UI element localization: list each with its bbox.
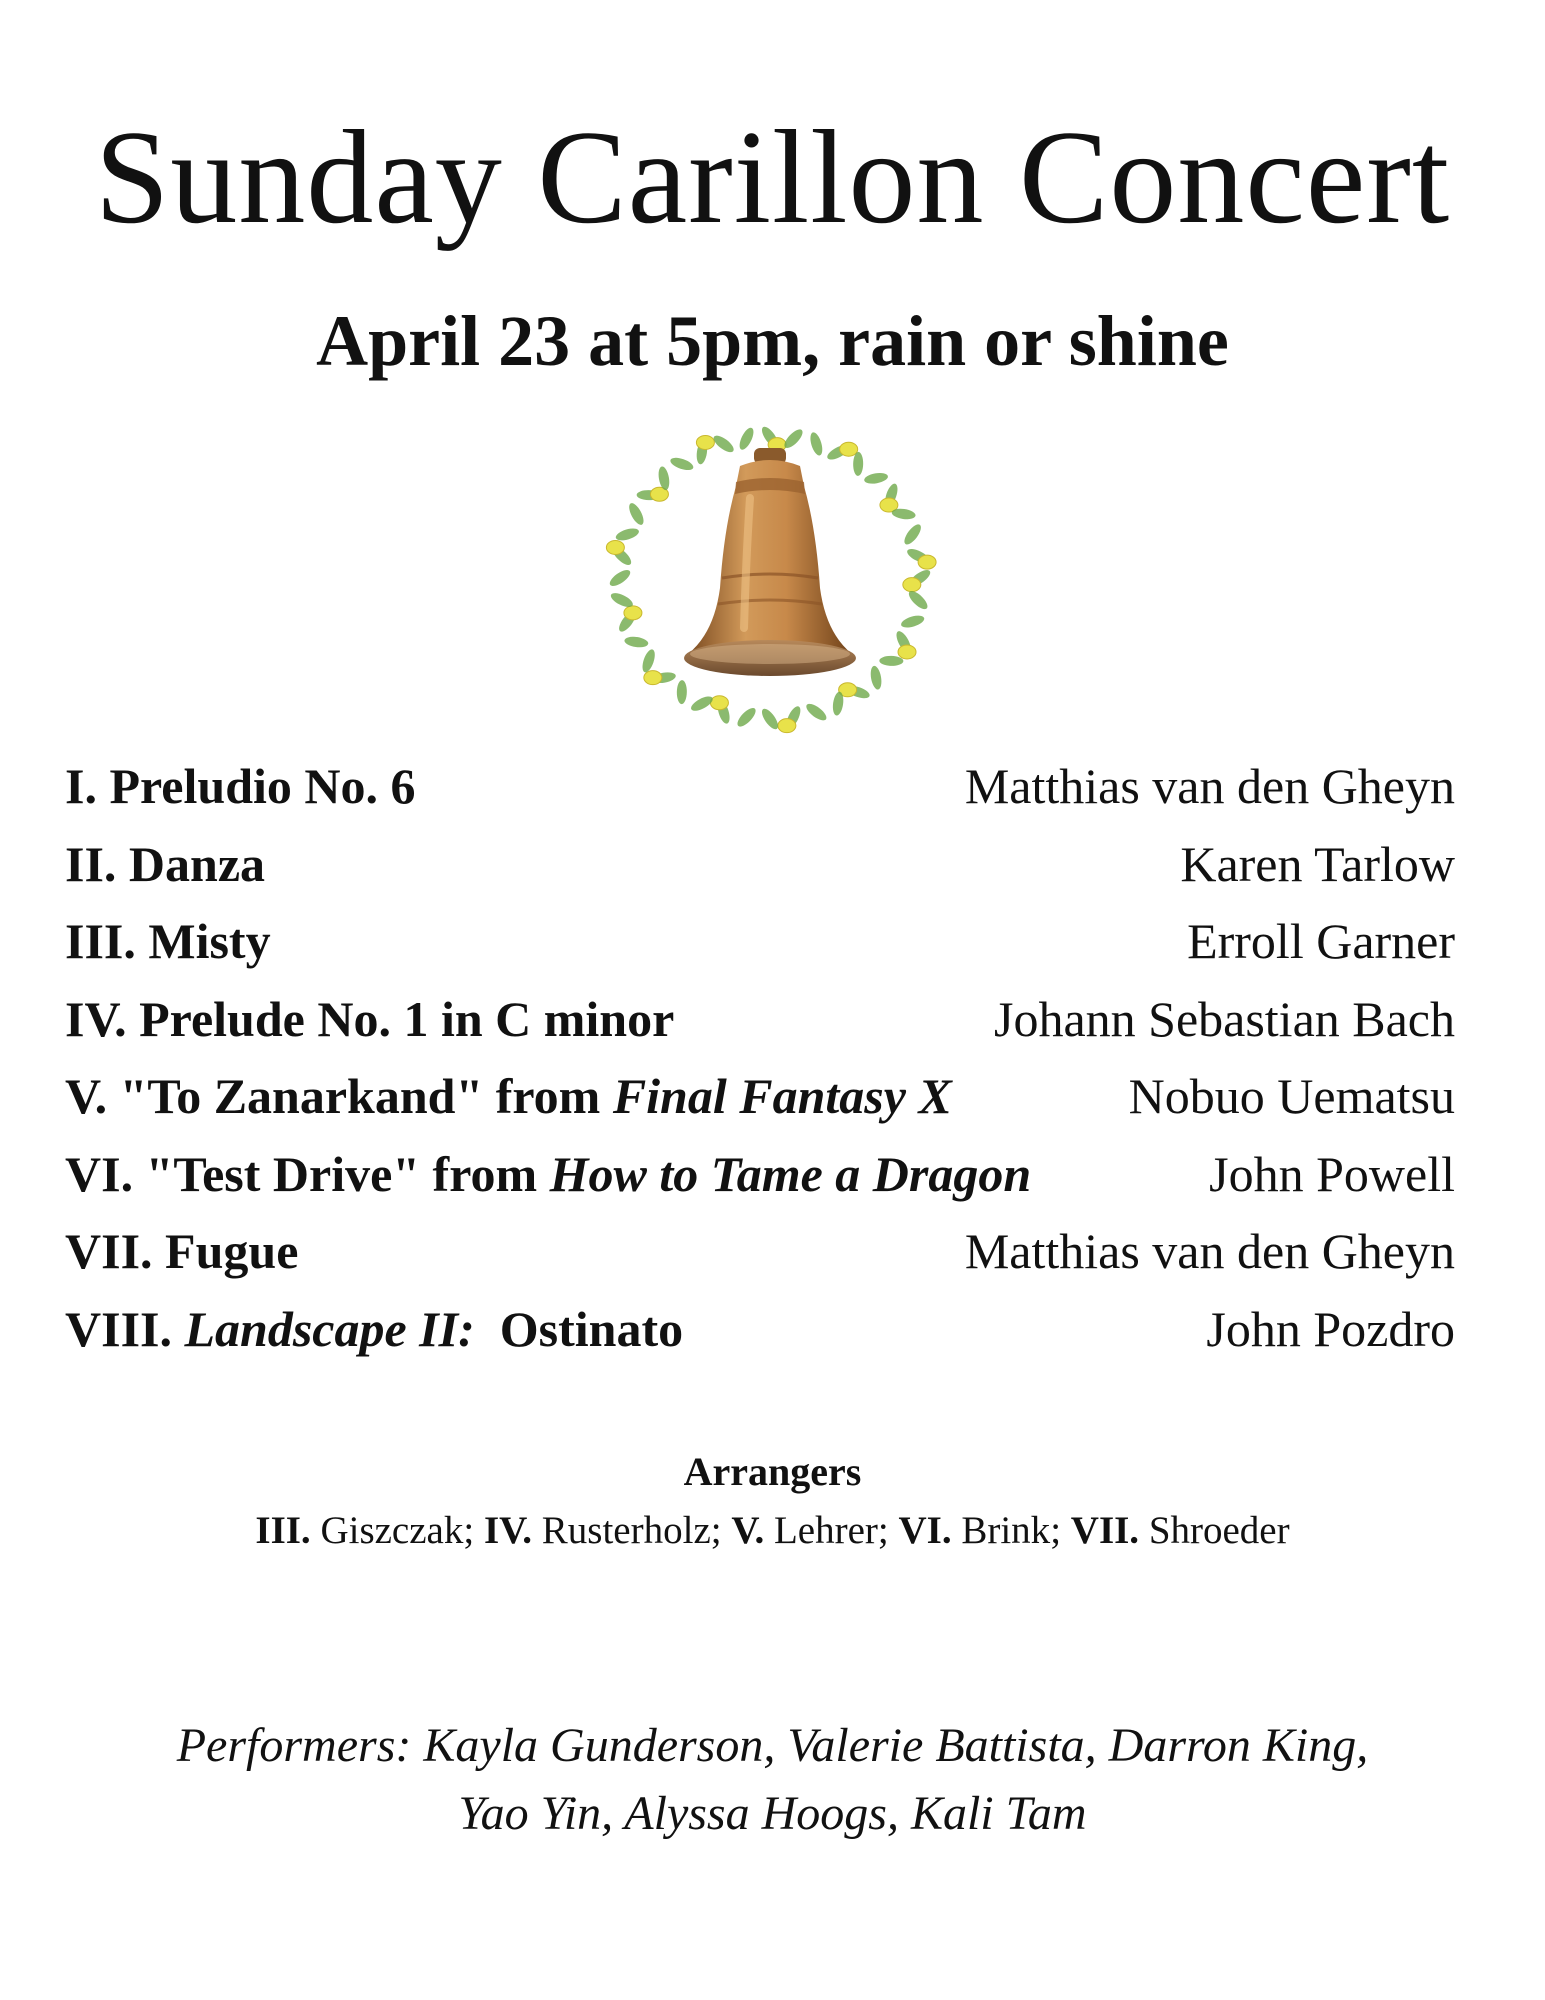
program-row <box>65 748 1455 826</box>
leaf-icon <box>614 526 640 543</box>
arranger-number: IV. <box>483 1509 533 1552</box>
lemon-icon <box>778 719 796 733</box>
leaf-icon <box>759 706 781 731</box>
arranger-number: VII. <box>1070 1509 1140 1552</box>
composer-name: John Powell <box>1209 1145 1455 1202</box>
lemon-icon <box>840 442 858 456</box>
piece-title: VI. "Test Drive" from How to Tame a Dragon <box>65 1145 1032 1202</box>
leaf-icon <box>711 433 736 455</box>
program-row <box>65 1213 1455 1291</box>
composer-name: Johann Sebastian Bach <box>993 990 1455 1047</box>
lemon-icon <box>710 696 728 710</box>
leaf-icon <box>640 648 657 674</box>
performers-credit <box>0 1712 1545 1848</box>
piece-title: IV. Prelude No. 1 in C minor <box>65 990 675 1047</box>
program-row <box>65 1058 1455 1136</box>
program-row <box>65 903 1455 981</box>
composer-name: Nobuo Uematsu <box>1128 1068 1455 1124</box>
arranger-number: VI. <box>898 1509 952 1552</box>
leaf-icon <box>677 680 687 704</box>
lemon-icon <box>898 645 916 659</box>
composer-name: Matthias van den Gheyn <box>964 758 1455 814</box>
piece-title: VII. Fugue <box>65 1223 299 1279</box>
program-row <box>65 826 1455 904</box>
leaf-icon <box>906 588 930 612</box>
leaf-icon <box>735 705 759 729</box>
leaf-icon <box>863 471 888 485</box>
arrangers-heading: Arrangers <box>683 1449 862 1494</box>
concert-title: Sunday Carillon Concert <box>94 103 1451 251</box>
leaf-icon <box>900 613 926 630</box>
program-list <box>65 748 1455 1368</box>
arranger-name: Shroeder <box>1148 1509 1290 1552</box>
lemon-icon <box>903 578 921 592</box>
lemon-icon <box>918 555 936 569</box>
leaf-icon <box>901 522 923 547</box>
composer-name: Erroll Garner <box>1187 913 1455 969</box>
program-row <box>65 1136 1455 1214</box>
arrangers-list: III. Giszczak; IV. Rusterholz; V. Lehrer; VI. Brink; VII. Shroeder <box>255 1509 1290 1552</box>
piece-title: II. Danza <box>65 835 266 892</box>
lemon-icon <box>624 606 642 620</box>
leaf-icon <box>737 426 757 452</box>
lemon-icon <box>644 671 662 685</box>
composer-name: John Pozdro <box>1206 1300 1455 1357</box>
lemon-icon <box>696 435 714 449</box>
leaf-icon <box>804 701 829 723</box>
leaf-icon <box>853 452 863 476</box>
bell-icon <box>684 448 856 676</box>
leaf-icon <box>782 427 806 451</box>
piece-title: III. Misty <box>65 913 271 969</box>
bell-wreath-icon <box>590 408 950 748</box>
piece-title: VIII. Landscape II: Ostinato <box>65 1300 684 1357</box>
arranger-name: Rusterholz <box>541 1509 711 1552</box>
arranger-number: III. <box>255 1509 311 1552</box>
program-row <box>65 981 1455 1059</box>
program-row <box>65 1291 1455 1369</box>
piece-title: V. "To Zanarkand" from Final Fantasy X <box>65 1068 952 1124</box>
leaf-icon <box>607 567 632 589</box>
leaf-icon <box>669 455 695 472</box>
composer-name: Karen Tarlow <box>1180 835 1455 892</box>
arranger-number: V. <box>731 1509 765 1552</box>
arranger-name: Brink <box>961 1509 1051 1552</box>
leaf-icon <box>626 501 646 527</box>
leaf-icon <box>624 635 649 648</box>
performers-line: Yao Yin, Alyssa Hoogs, Kali Tam <box>458 1787 1087 1840</box>
leaf-icon <box>808 431 825 457</box>
lemon-icon <box>606 540 624 554</box>
performers-line: Performers: Kayla Gunderson, Valerie Battista, Darron King, <box>176 1719 1369 1772</box>
concert-date: April 23 at 5pm, rain or shine <box>316 301 1229 381</box>
piece-title: I. Preludio No. 6 <box>65 758 416 814</box>
arranger-name: Lehrer <box>773 1509 878 1552</box>
leaf-icon <box>879 656 903 666</box>
arranger-name: Giszczak <box>320 1509 464 1552</box>
composer-name: Matthias van den Gheyn <box>964 1223 1455 1279</box>
leaf-icon <box>869 665 883 690</box>
